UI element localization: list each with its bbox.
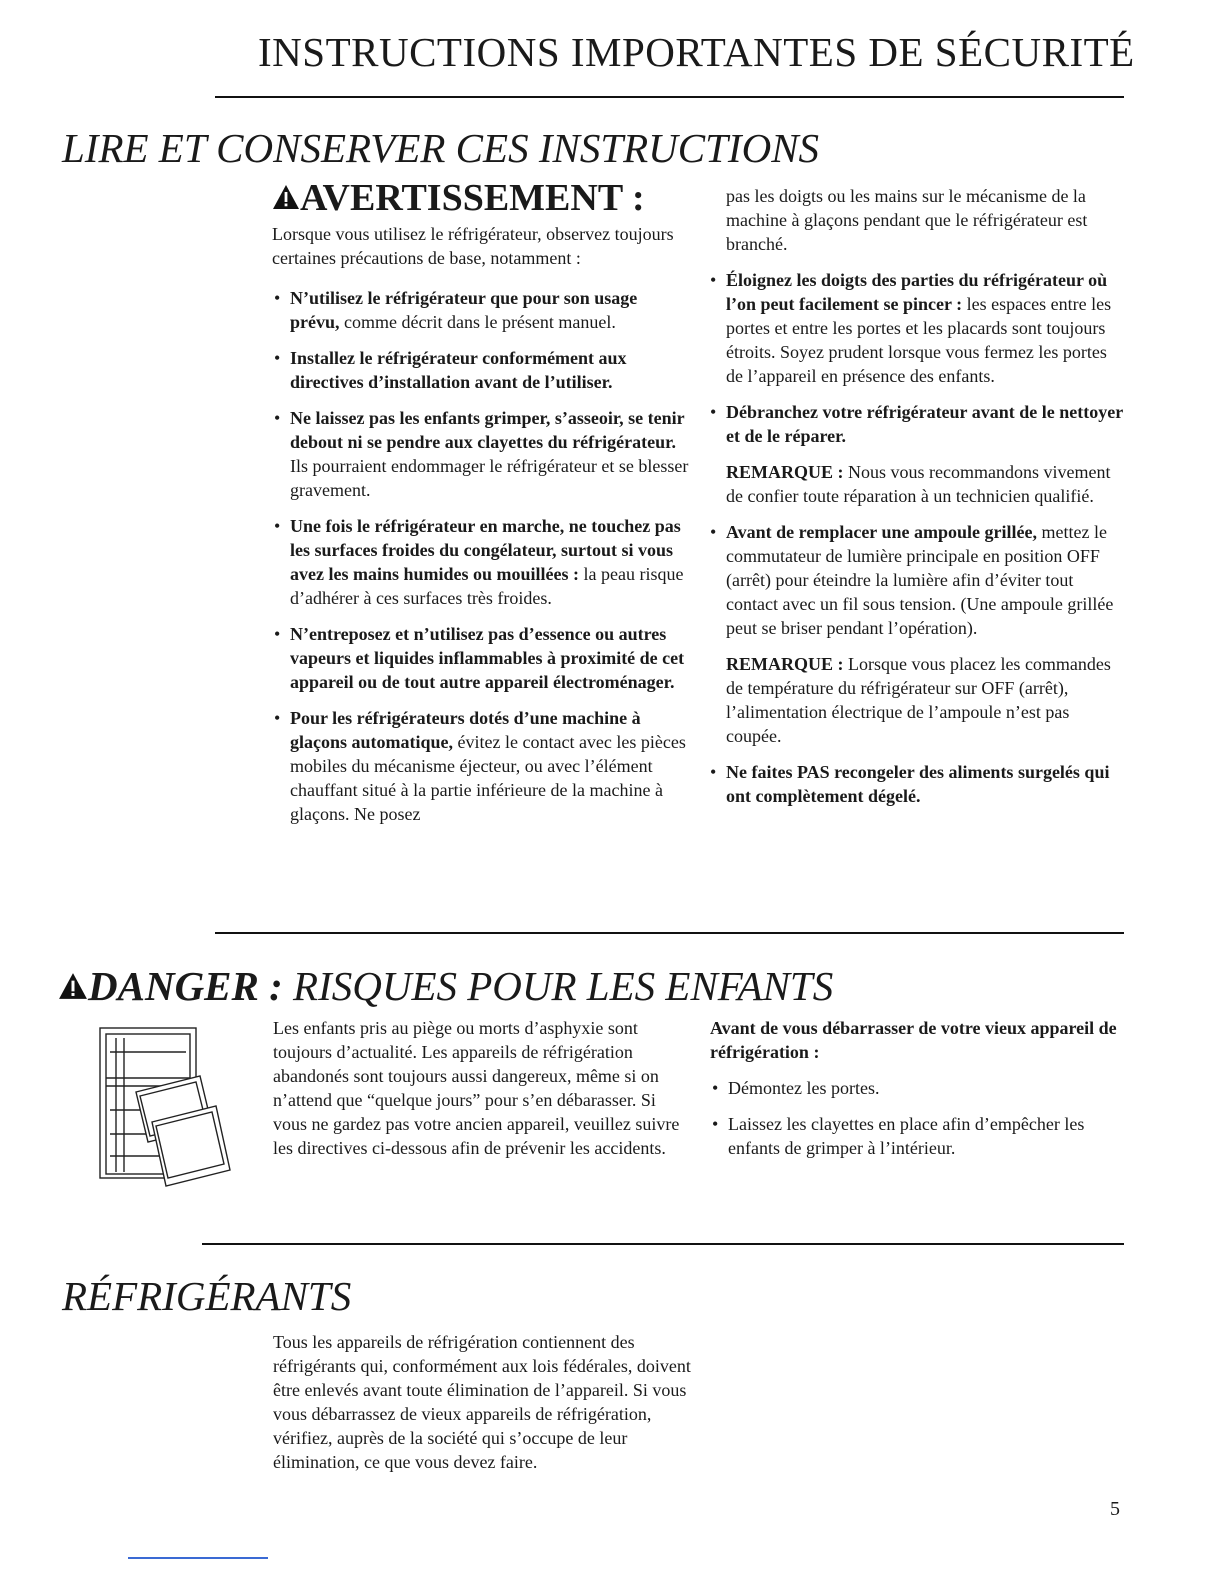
danger-right-heading: Avant de vous débarrasser de votre vieux appareil de réfrigération : [710,1018,1117,1062]
right-safety-list-3 [708,760,1124,808]
item-bold: Installez le réfrigérateur conformément aux directives d’installation avant de l’utiliser. [290,348,627,392]
list-item [272,346,690,394]
note [708,460,1124,508]
page-number: 5 [1110,1498,1120,1520]
right-safety-list-2 [708,520,1124,640]
item-text: évitez le contact avec les pièces mobiles du mécanisme éjecteur, ou avec l’élément chauffant situé à la partie inférieure de la machine à glaçons. Ne posez [290,732,686,824]
warning-title [272,176,645,220]
refrigerants-heading: RÉFRIGÉRANTS [62,1273,352,1319]
list-item [272,706,690,826]
read-right-column [708,184,1124,820]
read-left-column [272,222,690,838]
list-item [708,268,1124,388]
danger-label: DANGER : [88,963,283,1009]
warning-triangle-icon [58,972,88,1000]
item-bold: Débranchez votre réfrigérateur avant de le nettoyer et de le réparer. [726,402,1123,446]
list-item: • Démontez les portes. [710,1076,1124,1100]
item-bold: Éloignez les doigts des parties du réfrigérateur où l’on peut facilement se pincer : [726,270,1108,314]
danger-body: Les enfants pris au piège ou morts d’asphyxie sont toujours d’actualité. Les appareils de réfrigération abandonés sont toujours aussi dangereux, même si on n’attend que “quelque jours” pour s’en débarasser. Si vous ne gardez pas votre ancien appareil, veuillez suivre les directives ci-dessous afin de prévenir les accidents. [273,1018,680,1158]
open-refrigerator-illustration [96,1022,236,1187]
header-rule [215,96,1124,98]
item-bold: Une fois le réfrigérateur en marche, ne touchez pas les surfaces froides du congélateur, surtout si vous avez les mains humides ou mouillées : [290,516,681,584]
note-text: Lorsque vous placez les commandes de température du réfrigérateur sur OFF (arrêt), l’alimentation électrique de l’ampoule n’est pas coupée. [726,654,1111,746]
danger-title: RISQUES POUR LES ENFANTS [293,963,834,1009]
note-label: REMARQUE : [726,654,844,674]
section-rule [202,1243,1124,1245]
list-item [272,286,690,334]
warning-triangle-icon [272,184,300,210]
item-bold: Pour les réfrigérateurs dotés d’une machine à glaçons automatique, [290,708,641,752]
item-bold: N’entreposez et n’utilisez pas d’essence ou autres vapeurs et liquides inflammables à proximité de cet appareil ou de tout autre appareil électroménager. [290,624,685,692]
item-text: Ils pourraient endommager le réfrigérateur et se blesser gravement. [290,456,689,500]
note-text: Nous vous recommandons vivement de confier toute réparation à un technicien qualifié. [726,462,1111,506]
list-item [272,406,690,502]
list-item [708,400,1124,448]
right-safety-list [708,268,1124,448]
note [708,652,1124,748]
item-bold: Avant de remplacer une ampoule grillée, [726,522,1037,542]
section-rule [215,932,1124,934]
item-text: la peau risque d’adhérer à ces surfaces très froides. [290,564,684,608]
item-text: les espaces entre les portes et entre les portes et les placards sont toujours étroits. Soyez prudent lorsque vous fermez les portes de l’appareil en présence des enfants. [726,294,1112,386]
warning-title-text: AVERTISSEMENT : [300,177,645,219]
list-item [272,622,690,694]
note-label: REMARQUE : [726,462,844,482]
list-item [708,520,1124,640]
read-section-heading: LIRE ET CONSERVER CES INSTRUCTIONS [62,125,820,171]
item-text: comme décrit dans le présent manuel. [339,312,616,332]
list-item [708,760,1124,808]
item-bold: Ne laissez pas les enfants grimper, s’asseoir, se tenir debout ni se pendre aux clayettes du réfrigérateur. [290,408,685,452]
footer-link-underline [128,1557,268,1559]
list-item: • Laissez les clayettes en place afin d’empêcher les enfants de grimper à l’intérieur. [710,1112,1124,1160]
danger-right-column [710,1016,1124,1172]
danger-heading [58,962,833,1010]
list-item [272,514,690,610]
item-bold: Ne faites PAS recongeler des aliments surgelés qui ont complètement dégelé. [726,762,1110,806]
warning-intro: Lorsque vous utilisez le réfrigérateur, observez toujours certaines précautions de base, notamment : [272,224,674,268]
item-text: mettez le commutateur de lumière principale en position OFF (arrêt) pour éteindre la lumière afin d’éviter tout contact avec un fil sous tension. (Une ampoule grillée peut se briser pendant l’opération). [726,522,1114,638]
continuation-text: pas les doigts ou les mains sur le mécanisme de la machine à glaçons pendant que le réfrigérateur est branché. [726,186,1088,254]
left-safety-list [272,286,690,826]
item-bold: N’utilisez le réfrigérateur que pour son usage prévu, [290,288,638,332]
danger-list [710,1076,1124,1160]
page-title: INSTRUCTIONS IMPORTANTES DE SÉCURITÉ [258,29,1135,75]
refrigerants-body: Tous les appareils de réfrigération contiennent des réfrigérants qui, conformément aux lois fédérales, doivent être enlevés avant toute élimination de l’appareil. Si vous vous débarrassez de vieux appareils de réfrigération, vérifiez, auprès de la société qui s’occupe de leur élimination, ce que vous devez faire. [273,1332,691,1472]
